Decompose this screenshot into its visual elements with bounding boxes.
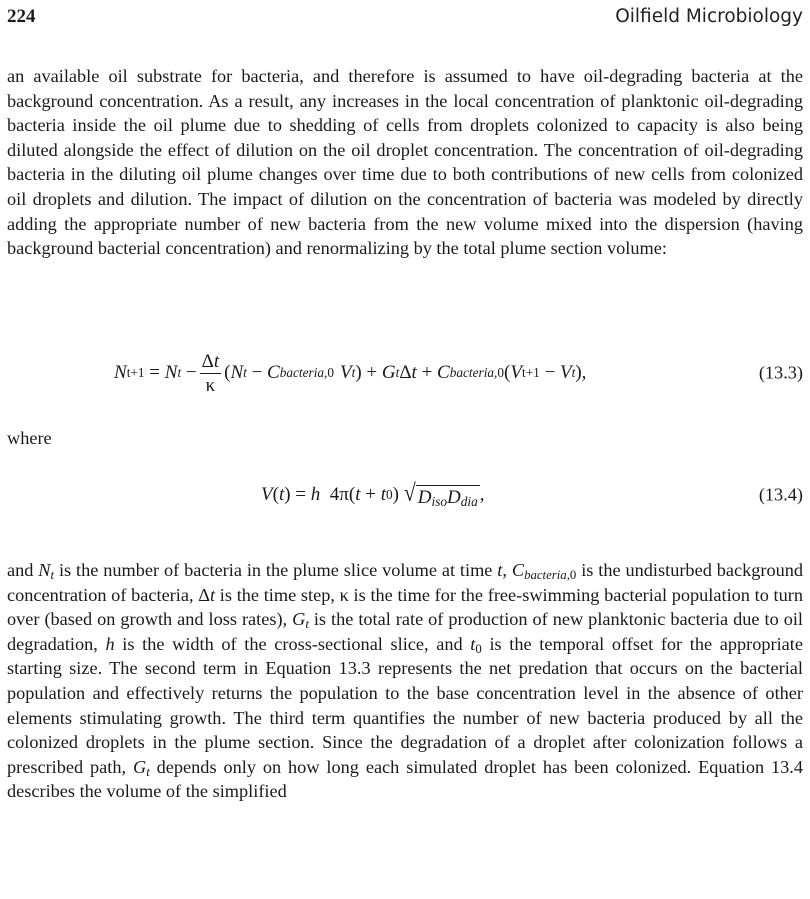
page-number: 224 — [7, 6, 36, 27]
running-head: Oilfield Microbiology — [615, 6, 803, 27]
square-root: √ $D_{iso}D_{dia}$ — [403, 477, 478, 509]
paragraph-variable-definitions: and $N_t$ is the number of bacteria in the plume slice volume at time t, $C_{bacteria,0}$ is the undisturbed background concentration of bacteria, Δt is the time step, κ is the time for the free-swimming bacterial population to turn over (based on growth and loss rates), $G_t$ is the total rate of production of new planktonic bacteria due to oil degradation, h is the width of the cross-sectional slice, and $t_0$ is the temporal offset for the appropriate starting size. The second term in Equation 13.3 represents the net predation that occurs on the bacterial population and effectively returns the population to the base concentration level in the absence of other elements stimulating growth. The third term quantifies the number of new bacteria produced by all the colonized droplets in the plume section. Since the degradation of a droplet after colonization follows a prescribed path, $G_t$ depends only on how long each simulated droplet has been colonized. Equation 13.4 describes the volume of the simplified — [7, 560, 804, 802]
paragraph-dilution: an available oil substrate for bacteria, and therefore is assumed to have oil-degrading bacteria at the background concentration. As a result, any increases in the local concentration of planktonic oil-degrading bacteria inside the oil plume due to shedding of cells from droplets colonized to capacity is also being diluted alongside the effect of dilution on the oil droplet concentration. The concentration of oil-degrading bacteria in the diluting oil plume changes over time due to both contributions of new cells from colonized oil droplets and dilution. The impact of dilution on the concentration of bacteria was modeled by directly adding the appropriate number of new bacteria from the new volume mixed into the dispersion (having background bacterial concentration) and renormalizing by the total plume section volume: — [7, 66, 803, 259]
equation-13-4-body: V ( t ) = h 4π( t + t 0 ) √ $D_{iso}D_{dia}$ , — [261, 477, 485, 509]
page-header — [7, 2, 803, 32]
equation-number-13-4: (13.4) — [758, 484, 803, 505]
equation-13-3-body: N t+1 = N t − $\frac{\Delta t}{\kappa}$ ( N t − C bacteria,0 V t ) + G t Δ t + C bacteria,0 ( V t+1 − V t ), — [114, 350, 587, 396]
equation-13-4 — [0, 477, 810, 513]
equation-number-13-3: (13.3) — [758, 362, 803, 383]
equation-13-3 — [0, 348, 810, 398]
where-label: where — [7, 428, 52, 448]
fraction-dt-over-kappa: $\frac{\Delta t}{\kappa}$ — [201, 350, 220, 396]
